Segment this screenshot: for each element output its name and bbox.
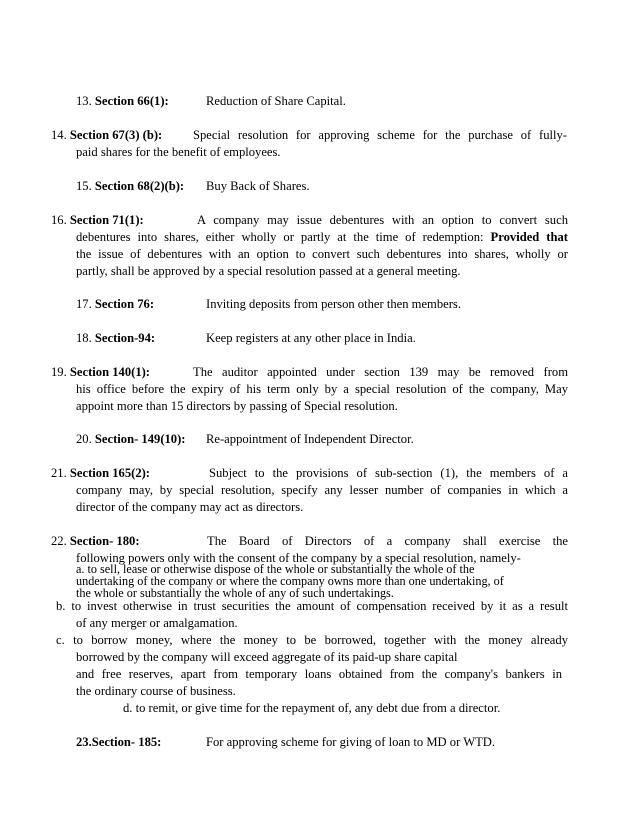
item-16 (51, 212, 144, 229)
item-16-line-4: partly, shall be approved by a special resolution passed at a general meeting. (76, 264, 461, 278)
item-15 (76, 178, 184, 195)
item-number: 16. (51, 213, 67, 227)
clause-c-line-3: and free reserves, apart from temporary loans obtained from the company's bankers in (76, 667, 562, 681)
section-ref: Section 67(3) (b): (69, 128, 163, 142)
clause-c-line-1: c. to borrow money, where the money to be borrowed, together with the money already (56, 633, 568, 647)
item-21-line-1: Subject to the provisions of sub-section (1), the members of a (209, 466, 568, 480)
clause-a-line-2: undertaking of the company or where the company owns more than one undertaking, of (76, 574, 504, 588)
clause-d-line-1: d. to remit, or give time for the repayment of, any debt due from a director. (123, 701, 501, 715)
item-17 (76, 296, 154, 313)
section-ref: Section 76: (94, 297, 155, 311)
item-17-text: Inviting deposits from person other then members. (206, 297, 461, 311)
item-23-text: For approving scheme for giving of loan to MD or WTD. (206, 735, 496, 749)
item-19 (51, 364, 150, 381)
item-number: 17. (76, 297, 92, 311)
item-14-line-2: paid shares for the benefit of employees. (76, 145, 281, 159)
section-ref: Section 165(2): (69, 466, 151, 480)
section-ref: Section- 185: (91, 735, 162, 749)
item-13-text: Reduction of Share Capital. (206, 94, 346, 108)
item-number: 13. (76, 94, 92, 108)
item-14 (51, 127, 162, 144)
item-21-line-2: company may, by special resolution, specify any lesser number of companies in which a (76, 483, 568, 497)
item-22-line-1: The Board of Directors of a company shall exercise the (207, 534, 568, 548)
item-number: 21. (51, 466, 67, 480)
item-22-line-2: following powers only with the consent of the company by a special resolution, namely- (76, 551, 521, 565)
item-15-text: Buy Back of Shares. (206, 179, 310, 193)
clause-b-line-1: b. to invest otherwise in trust securities the amount of compensation received by it as a result (56, 599, 568, 613)
item-18-text: Keep registers at any other place in India. (206, 331, 416, 345)
item-13 (76, 93, 169, 110)
item-16-line-2 (76, 229, 568, 246)
item-16-line-2-text: debentures into shares, either wholly or partly at the time of redemption: (76, 230, 484, 244)
item-18 (76, 330, 155, 347)
section-ref: Section- 180: (69, 534, 140, 548)
clause-a-line-3: the whole or substantially the whole of any of such undertakings. (76, 586, 394, 600)
item-number: 20. (76, 432, 92, 446)
item-number: 15. (76, 179, 92, 193)
item-20 (76, 431, 186, 448)
section-ref: Section 68(2)(b): (94, 179, 185, 193)
item-21 (51, 465, 150, 482)
item-16-line-1: A company may issue debentures with an option to convert such (197, 213, 568, 227)
clause-c-line-4: the ordinary course of business. (76, 684, 236, 698)
clause-b-line-2: of any merger or amalgamation. (76, 616, 238, 630)
item-22 (51, 533, 140, 550)
item-number: 14. (51, 128, 67, 142)
item-number: 19. (51, 365, 67, 379)
section-ref: Section 66(1): (94, 94, 169, 108)
item-19-line-1: The auditor appointed under section 139 may be removed from (193, 365, 568, 379)
item-20-text: Re-appointment of Independent Director. (206, 432, 414, 446)
item-14-line-1: Special resolution for approving scheme for the purchase of fully- (193, 128, 567, 142)
item-19-line-3: appoint more than 15 directors by passing of Special resolution. (76, 399, 398, 413)
section-ref: Section- 149(10): (94, 432, 186, 446)
item-19-line-2: his office before the expiry of his term only by a special resolution of the company, May (76, 382, 568, 396)
item-number: 23. (76, 735, 92, 749)
item-23 (76, 734, 161, 751)
proviso-label: Provided that (490, 230, 568, 244)
section-ref: Section 71(1): (69, 213, 144, 227)
section-ref: Section 140(1): (69, 365, 151, 379)
item-number: 22. (51, 534, 67, 548)
clause-c-line-2: borrowed by the company will exceed aggregate of its paid-up share capital (76, 650, 458, 664)
section-ref: Section-94: (94, 331, 156, 345)
item-16-line-3: the issue of debentures with an option to convert such debentures into shares, wholly or (76, 247, 568, 261)
item-number: 18. (76, 331, 92, 345)
item-21-line-3: director of the company may act as directors. (76, 500, 304, 514)
clause-a-line-1: a. to sell, lease or otherwise dispose of the whole or substantially the whole of the (76, 562, 475, 576)
